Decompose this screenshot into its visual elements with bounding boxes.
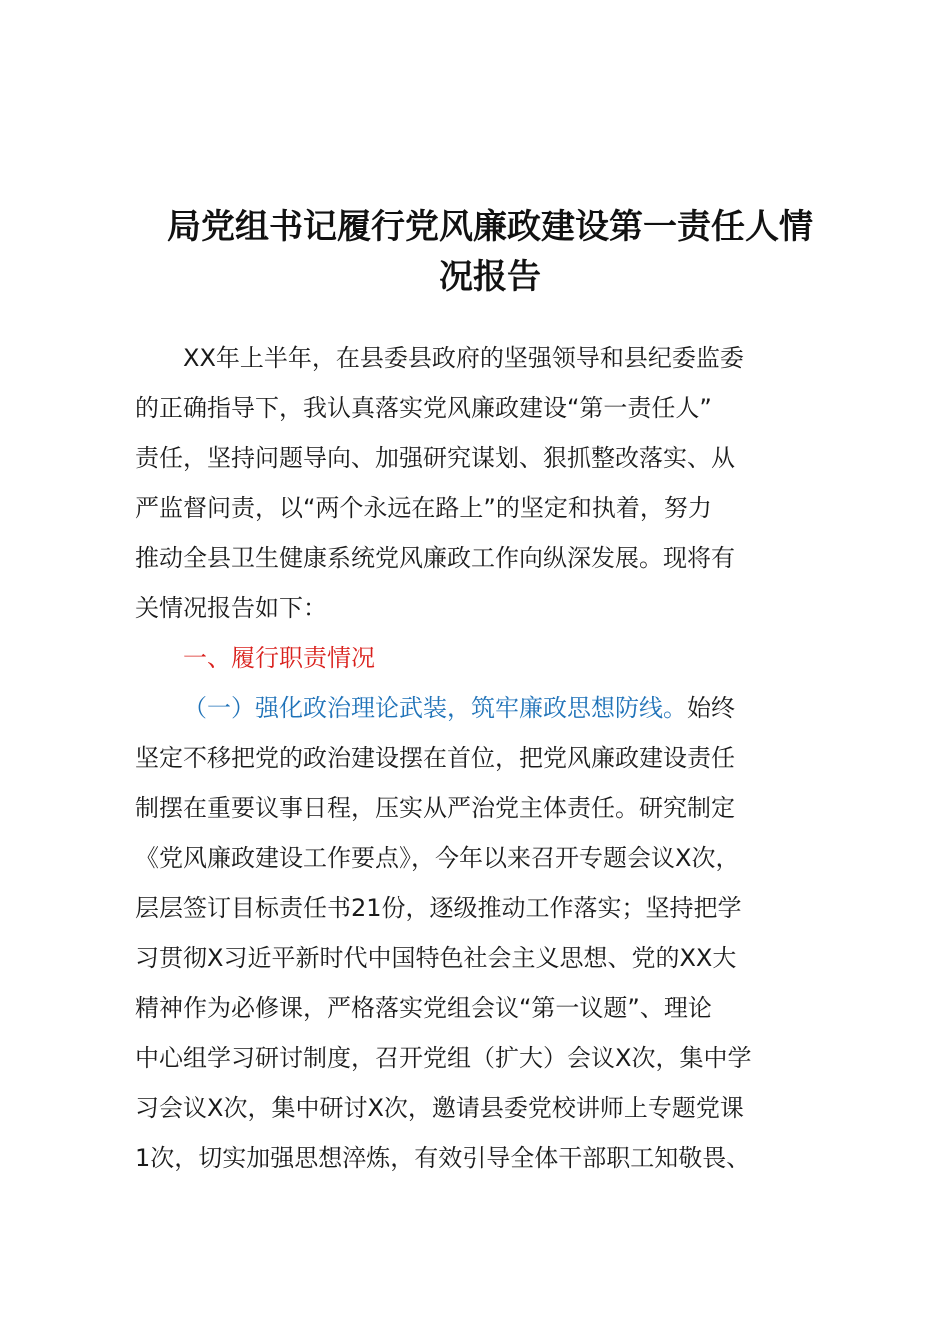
paragraph-2-line: 习会议X次，集中研讨X次，邀请县委党校讲师上专题党课	[135, 1094, 744, 1122]
title-line-2: 况报告	[439, 257, 541, 297]
paragraph-2-line: 层层签订目标责任书21份，逐级推动工作落实；坚持把学	[135, 894, 742, 922]
paragraph-2-line: 坚定不移把党的政治建设摆在首位，把党风廉政建设责任	[135, 744, 735, 772]
paragraph-1-line: XX年上半年，在县委县政府的坚强领导和县纪委监委	[183, 344, 744, 372]
paragraph-2-line: 《党风廉政建设工作要点》，今年以来召开专题会议X次，	[135, 844, 740, 872]
paragraph-2-line: 中心组学习研讨制度，召开党组（扩大）会议X次，集中学	[135, 1044, 752, 1072]
paragraph-1-line: 的正确指导下，我认真落实党风廉政建设“第一责任人”	[135, 394, 712, 422]
paragraph-1-line: 责任，坚持问题导向、加强研究谋划、狠抓整改落实、从	[135, 444, 735, 472]
document-title	[120, 202, 860, 302]
paragraph-2-lead: 始终	[687, 694, 735, 722]
title-line-1: 局党组书记履行党风廉政建设第一责任人情	[167, 207, 813, 247]
subsection-heading-line	[135, 683, 855, 733]
paragraph-1-line: 严监督问责，以“两个永远在路上”的坚定和执着，努力	[135, 494, 712, 522]
subsection-heading: （一）强化政治理论武装，筑牢廉政思想防线。	[183, 694, 687, 722]
paragraph-1-line: 关情况报告如下：	[135, 594, 327, 622]
paragraph-2-line: 精神作为必修课，严格落实党组会议“第一议题”、理论	[135, 994, 712, 1022]
document-body	[135, 333, 855, 1183]
paragraph-2-line: 习贯彻X习近平新时代中国特色社会主义思想、党的XX大	[135, 944, 737, 972]
paragraph-2-line: 1次，切实加强思想淬炼，有效引导全体干部职工知敬畏、	[135, 1144, 751, 1172]
paragraph-2-line: 制摆在重要议事日程，压实从严治党主体责任。研究制定	[135, 794, 735, 822]
paragraph-1-line: 推动全县卫生健康系统党风廉政工作向纵深发展。现将有	[135, 544, 735, 572]
section-heading: 一、履行职责情况	[183, 644, 375, 672]
